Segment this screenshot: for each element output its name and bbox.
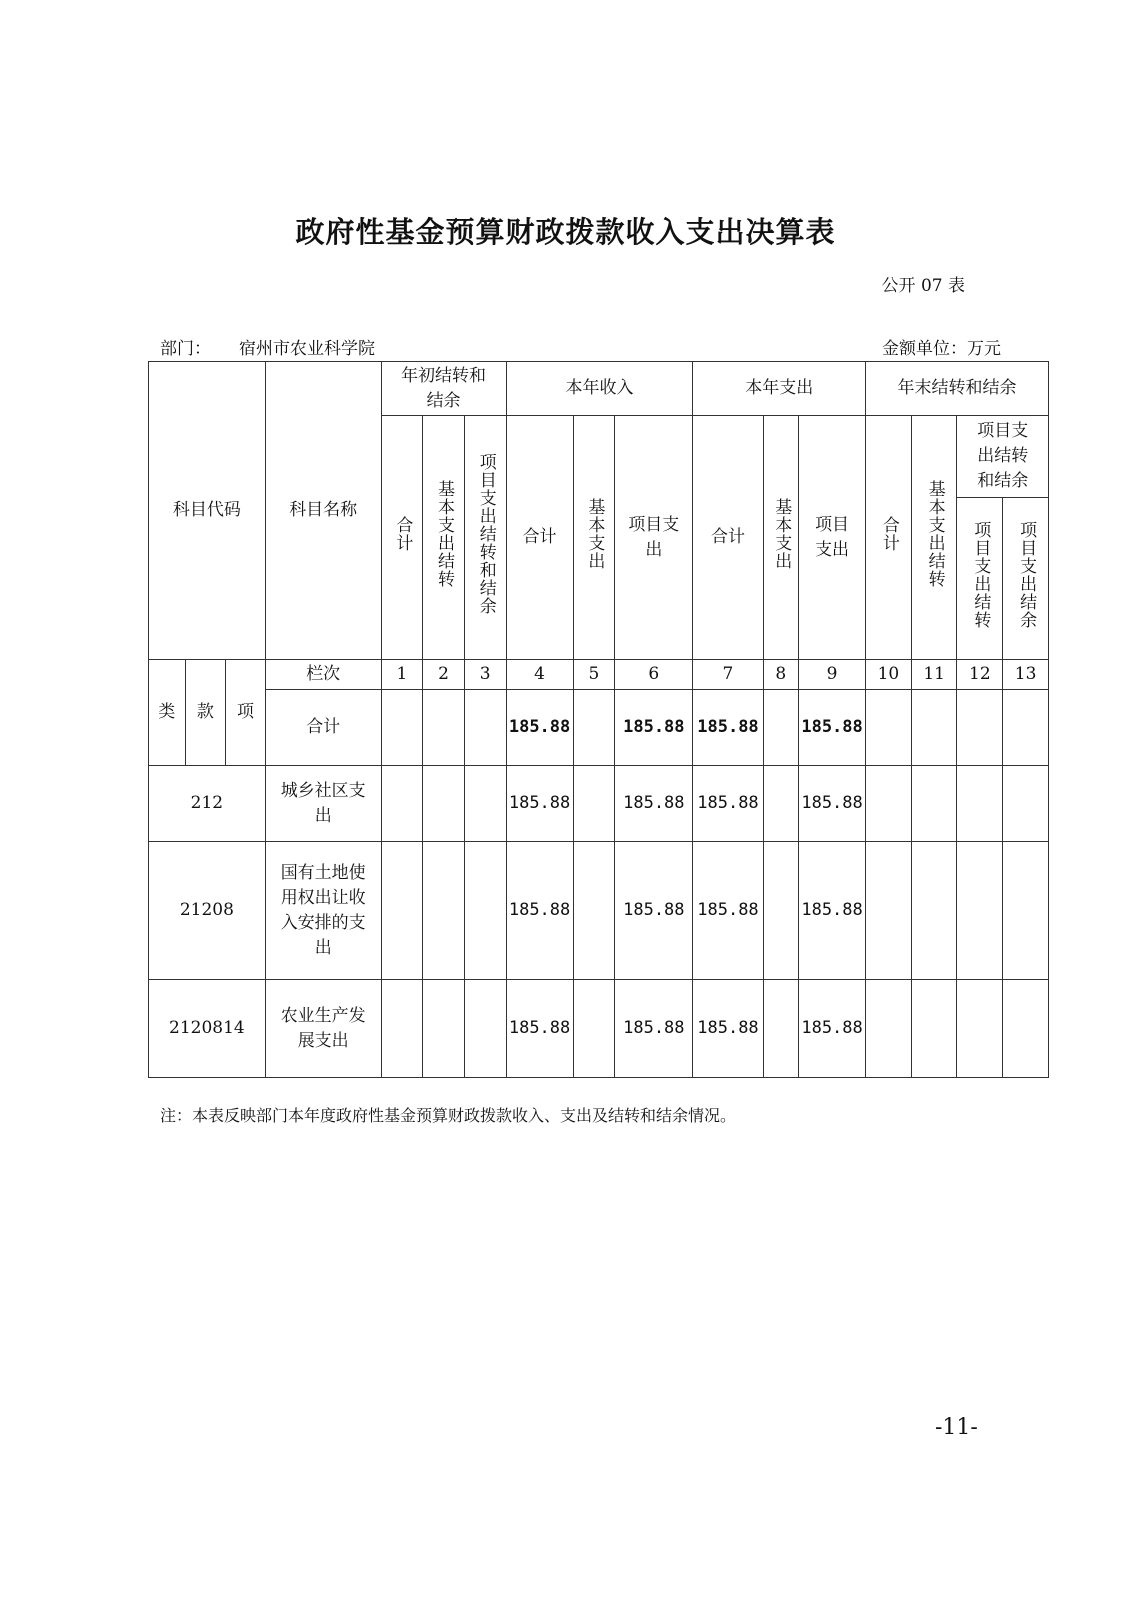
header-begin-group-text: 年初结转和结余: [401, 365, 487, 411]
cell-empty: [1003, 766, 1049, 842]
table-row: [149, 842, 1049, 980]
cell-empty: [911, 980, 957, 1078]
column-number: 6: [615, 660, 693, 690]
header-end-group: 年末结转和结余: [866, 362, 1049, 416]
row-code: 212: [149, 766, 266, 842]
header-end-basic-text: 基本支出结转: [924, 479, 945, 588]
row-expense-total: 185.88: [693, 980, 763, 1078]
table-row: [149, 980, 1049, 1078]
page-title: 政府性基金预算财政拨款收入支出决算表: [295, 215, 836, 249]
header-income-total: 合计: [506, 416, 573, 660]
cell-empty: [763, 766, 799, 842]
cell-empty: [381, 842, 423, 980]
row-expense-project: 185.88: [799, 842, 866, 980]
row-income-total: 185.88: [506, 766, 573, 842]
total-expense-project: 185.88: [799, 690, 866, 766]
header-end-project-carryover: [957, 498, 1003, 660]
row-name-text: 农业生产发展支出: [280, 1005, 366, 1051]
row-expense-total: 185.88: [693, 842, 763, 980]
cell-empty: [866, 842, 912, 980]
header-expense-basic: [763, 416, 799, 660]
cell-empty: [464, 980, 506, 1078]
header-end-project-carryover-text: 项目支出结转: [970, 520, 991, 629]
cell-empty: [423, 690, 465, 766]
cell-empty: [866, 766, 912, 842]
column-number: 5: [573, 660, 615, 690]
header-begin-project: [464, 416, 506, 660]
row-expense-total: 185.88: [693, 766, 763, 842]
header-end-basic: [911, 416, 957, 660]
header-column-no: 栏次: [265, 660, 381, 690]
cell-empty: [911, 766, 957, 842]
row-name: [265, 766, 381, 842]
cell-empty: [957, 766, 1003, 842]
header-expense-group: 本年支出: [693, 362, 866, 416]
cell-empty: [381, 980, 423, 1078]
column-number: 2: [423, 660, 465, 690]
row-name-text: 城乡社区支出: [280, 780, 366, 826]
total-label: 合计: [265, 690, 381, 766]
header-income-basic: [573, 416, 615, 660]
column-number: 8: [763, 660, 799, 690]
column-number: 7: [693, 660, 763, 690]
row-expense-project: 185.88: [799, 980, 866, 1078]
column-number: 11: [911, 660, 957, 690]
department-line: [160, 334, 375, 359]
cell-empty: [573, 690, 615, 766]
column-number: 13: [1003, 660, 1049, 690]
cell-empty: [866, 690, 912, 766]
row-income-project: 185.88: [615, 980, 693, 1078]
header-lei: 类: [149, 660, 186, 766]
header-expense-total: 合计: [693, 416, 763, 660]
cell-empty: [381, 690, 423, 766]
cell-empty: [423, 980, 465, 1078]
header-income-project-text: 项目支出: [628, 514, 680, 560]
column-number: 3: [464, 660, 506, 690]
header-income-group: 本年收入: [506, 362, 693, 416]
header-name: 科目名称: [265, 362, 381, 660]
header-end-total-text: 合计: [878, 515, 899, 552]
header-xiang: 项: [226, 660, 266, 766]
cell-empty: [573, 980, 615, 1078]
row-income-total: 185.88: [506, 842, 573, 980]
cell-empty: [1003, 980, 1049, 1078]
table-note: 注：本表反映部门本年度政府性基金预算财政拨款收入、支出及结转和结余情况。: [160, 1106, 737, 1125]
header-end-project-group: [957, 416, 1049, 498]
page-number: -11-: [935, 1415, 978, 1440]
total-expense-total: 185.88: [693, 690, 763, 766]
cell-empty: [464, 842, 506, 980]
row-income-total: 185.88: [506, 980, 573, 1078]
row-income-project: 185.88: [615, 842, 693, 980]
header-begin-total: [381, 416, 423, 660]
row-name: [265, 842, 381, 980]
header-end-project-balance: [1003, 498, 1049, 660]
cell-empty: [381, 766, 423, 842]
cell-empty: [911, 842, 957, 980]
cell-empty: [423, 766, 465, 842]
row-income-project: 185.88: [615, 766, 693, 842]
table-row: [149, 766, 1049, 842]
column-number: 10: [866, 660, 912, 690]
table-number: 公开 07 表: [881, 276, 965, 296]
cell-empty: [763, 690, 799, 766]
header-income-project: [615, 416, 693, 660]
row-code: 2120814: [149, 980, 266, 1078]
cell-empty: [423, 842, 465, 980]
total-income-project: 185.88: [615, 690, 693, 766]
cell-empty: [573, 842, 615, 980]
row-expense-project: 185.88: [799, 766, 866, 842]
department-name: 宿州市农业科学院: [239, 339, 375, 359]
column-number: 4: [506, 660, 573, 690]
cell-empty: [866, 980, 912, 1078]
header-begin-group: [381, 362, 506, 416]
header-kuan: 款: [185, 660, 226, 766]
cell-empty: [1003, 690, 1049, 766]
cell-empty: [763, 980, 799, 1078]
header-code: 科目代码: [149, 362, 266, 660]
cell-empty: [957, 690, 1003, 766]
total-income-total: 185.88: [506, 690, 573, 766]
column-number: 1: [381, 660, 423, 690]
cell-empty: [957, 980, 1003, 1078]
cell-empty: [464, 766, 506, 842]
header-income-basic-text: 基本支出: [584, 497, 605, 570]
cell-empty: [1003, 842, 1049, 980]
cell-empty: [957, 842, 1003, 980]
header-end-project-group-text: 项目支出结转和结余: [977, 421, 1029, 491]
department-label: 部门：: [160, 339, 211, 359]
header-begin-basic-text: 基本支出结转: [434, 479, 455, 588]
amount-unit: 金额单位：万元: [882, 339, 1001, 359]
header-end-total: [866, 416, 912, 660]
column-number: 9: [799, 660, 866, 690]
budget-table: [148, 361, 1049, 1078]
cell-empty: [911, 690, 957, 766]
header-begin-total-text: 合计: [392, 515, 413, 552]
header-expense-basic-text: 基本支出: [771, 497, 792, 570]
row-name: [265, 980, 381, 1078]
row-name-text: 国有土地使用权出让收入安排的支出: [280, 862, 366, 958]
cell-empty: [573, 766, 615, 842]
cell-empty: [763, 842, 799, 980]
column-number: 12: [957, 660, 1003, 690]
header-expense-project: [799, 416, 866, 660]
header-begin-basic: [423, 416, 465, 660]
header-expense-project-text: 项目支出: [815, 514, 850, 560]
row-code: 21208: [149, 842, 266, 980]
total-row: [149, 690, 1049, 766]
header-end-project-balance-text: 项目支出结余: [1016, 520, 1037, 629]
cell-empty: [464, 690, 506, 766]
header-begin-project-text: 项目支出结转和结余: [475, 452, 496, 615]
